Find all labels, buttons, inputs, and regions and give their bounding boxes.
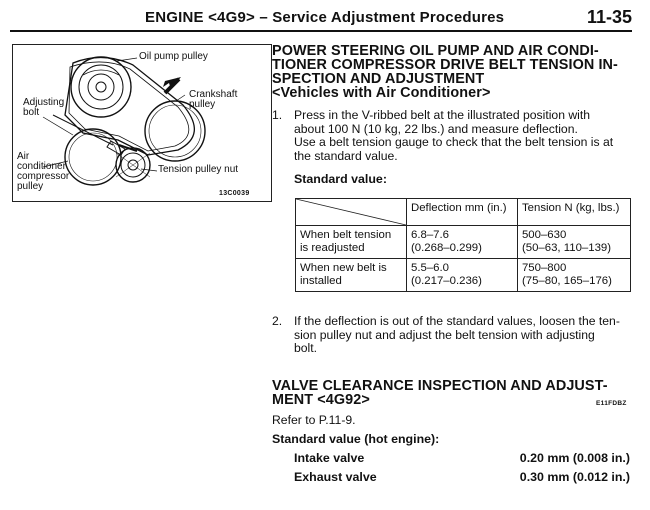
step1-line1: Press in the V-ribbed belt at the illustrated position with: [294, 108, 591, 122]
row2-deflection-line2: (0.217–0.236): [411, 275, 482, 287]
section1-title-line3: SPECTION AND ADJUSTMENT: [272, 71, 485, 87]
header-rule: [10, 30, 632, 32]
row2-tension-line1: 750–800: [521, 262, 567, 274]
step1-line3: Use a belt tension gauge to check that the belt tension is at: [294, 135, 614, 149]
table-cell-tension: [517, 226, 630, 259]
crankshaft-pulley-label-1: Crankshaft: [189, 89, 238, 100]
row1-deflection-line2: (0.268–0.299): [411, 242, 482, 254]
row2-deflection-line1: 5.5–6.0: [411, 262, 450, 274]
step1: [272, 109, 634, 165]
table-row-label: [296, 259, 407, 292]
standard-hot-label: Standard value (hot engine):: [272, 432, 440, 446]
ac-pulley-label-4: pulley: [17, 181, 44, 192]
step1-line4: the standard value.: [294, 148, 398, 163]
step2-line3: bolt.: [294, 341, 318, 355]
table-corner-cell: [296, 199, 407, 226]
crankshaft-pulley-label-2: pulley: [189, 99, 216, 110]
step1-line2: about 100 N (10 kg, 22 lbs.) and measure deflection.: [294, 121, 578, 136]
section2-title-line1: VALVE CLEARANCE INSPECTION AND ADJUST-: [272, 378, 608, 394]
belt-diagram: [12, 44, 272, 202]
row2-label-line2: installed: [300, 275, 342, 287]
page-header: [0, 0, 650, 40]
row2-label-line1: When new belt is: [300, 262, 387, 274]
table-col-deflection: Deflection mm (in.): [407, 199, 518, 226]
row1-label-line2: is readjusted: [300, 242, 365, 254]
table-cell-deflection: [407, 226, 518, 259]
tension-pulley-nut-label: Tension pulley nut: [158, 164, 239, 175]
section1-title-line4: <Vehicles with Air Conditioner>: [272, 85, 491, 101]
exhaust-valve-value: 0.30 mm (0.012 in.): [519, 470, 630, 484]
ac-pulley-label-3: compressor: [17, 171, 70, 182]
section1-title-line2: TIONER COMPRESSOR DRIVE BELT TENSION IN-: [272, 57, 618, 73]
intake-valve-value: 0.20 mm (0.008 in.): [519, 451, 630, 465]
table-cell-tension: [517, 259, 630, 292]
adjusting-bolt-label-2: bolt: [23, 107, 40, 118]
table-row: [296, 226, 631, 259]
row2-tension-line2: (75–80, 165–176): [521, 275, 612, 287]
row1-tension-line2: (50–63, 110–139): [521, 242, 612, 254]
oil-pump-pulley-label: Oil pump pulley: [139, 51, 208, 62]
step2-number: 2.: [272, 314, 283, 328]
refer-text: Refer to P.11-9.: [272, 413, 356, 427]
step2: [272, 315, 634, 357]
row1-deflection-line1: 6.8–7.6: [411, 229, 450, 241]
figure-code: 13C0039: [219, 190, 250, 197]
section2-title: [272, 379, 634, 407]
table-corner-diagonal: [296, 199, 406, 225]
standard-value-label: Standard value:: [294, 172, 387, 186]
section1-title-line1: POWER STEERING OIL PUMP AND AIR CONDI-: [272, 43, 599, 59]
table-col-tension: Tension N (kg, lbs.): [517, 199, 630, 226]
ac-pulley-label-1: Air: [17, 151, 30, 162]
standard-value-table: [295, 198, 631, 292]
row1-label-line1: When belt tension: [300, 229, 392, 241]
adjusting-bolt-label-1: Adjusting: [23, 97, 65, 108]
step1-number: 1.: [272, 108, 283, 122]
table-row: [296, 259, 631, 292]
exhaust-valve-label: Exhaust valve: [294, 470, 377, 484]
header-title: ENGINE <4G9> – Service Adjustment Procedures: [145, 9, 505, 26]
step2-line2: sion pulley nut and adjust the belt tension with adjusting: [294, 327, 595, 342]
page-number: 11-35: [586, 7, 632, 27]
intake-valve-label: Intake valve: [294, 451, 365, 465]
section2-title-line2: MENT <4G92>: [272, 392, 370, 408]
ac-pulley-label-2: conditioner: [17, 161, 66, 172]
table-cell-deflection: [407, 259, 518, 292]
table-header-row: [296, 199, 631, 226]
section2-code: E11FDBZ: [596, 400, 627, 407]
section1-title: [272, 44, 634, 100]
step2-line1: If the deflection is out of the standard values, loosen the ten-: [294, 314, 620, 328]
row1-tension-line1: 500–630: [521, 229, 567, 241]
table-row-label: [296, 226, 407, 259]
